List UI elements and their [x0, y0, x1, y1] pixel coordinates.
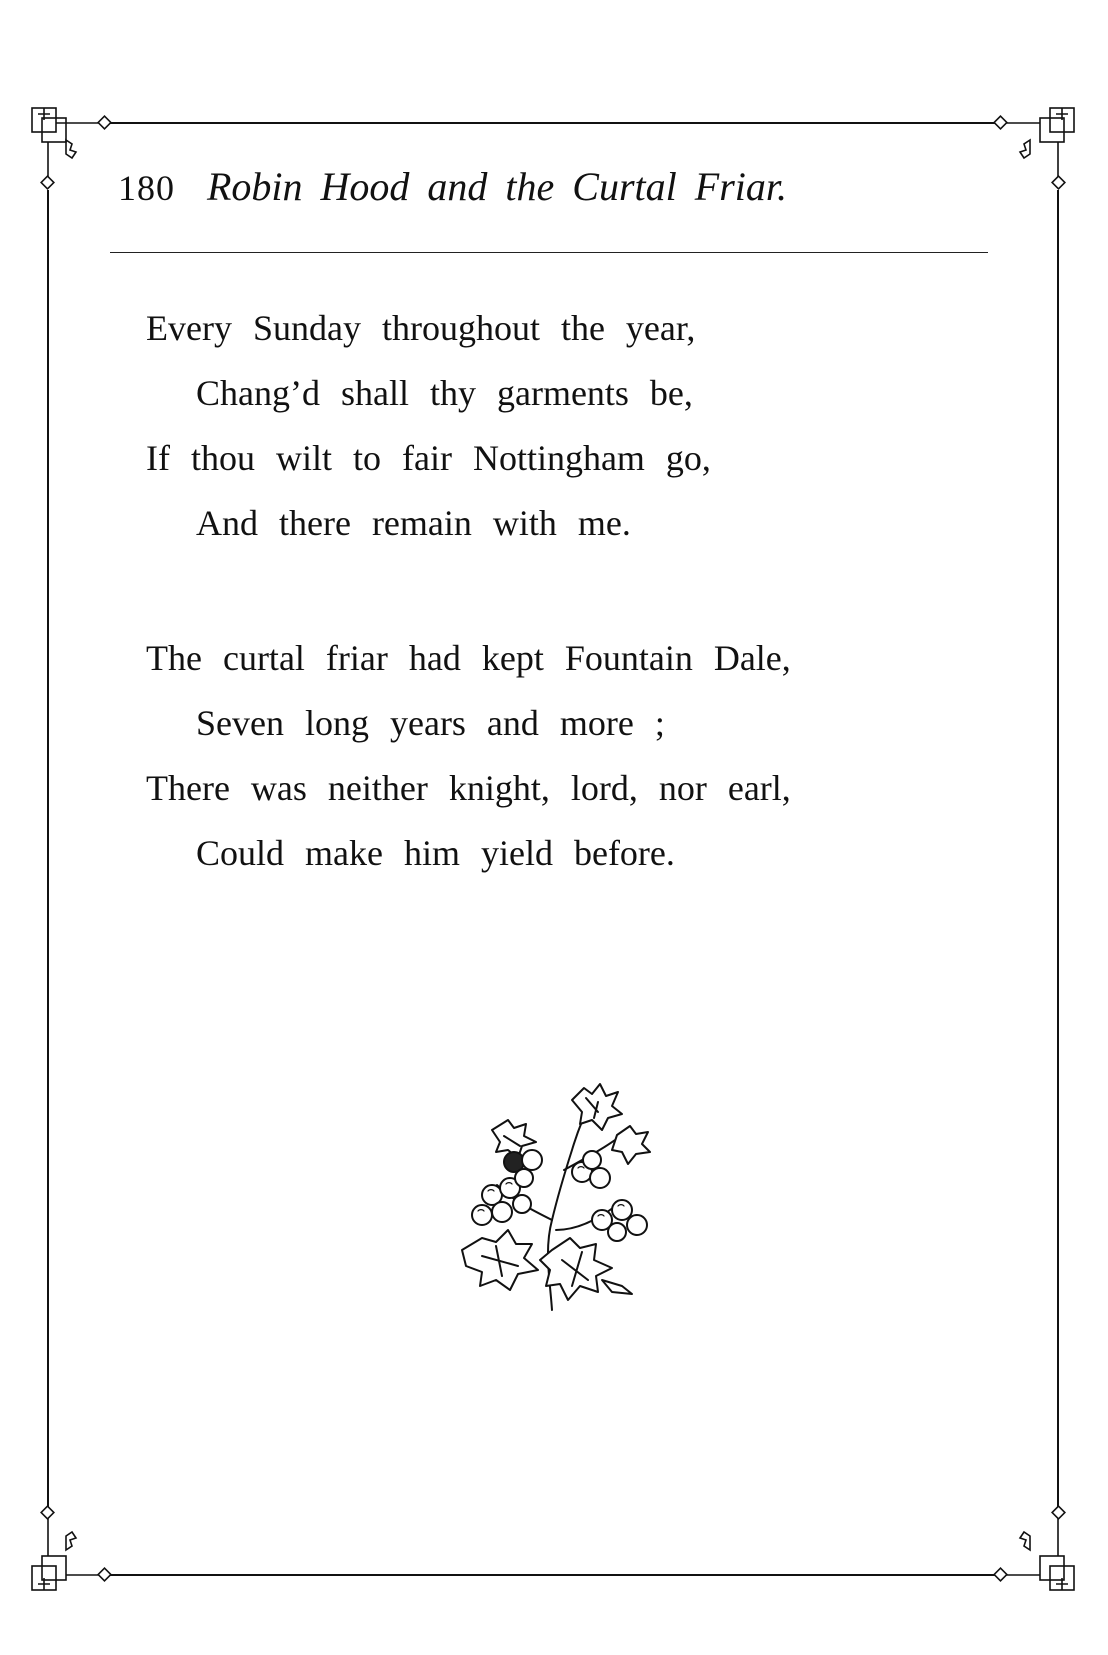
stanza: [146, 296, 966, 556]
verse-line: Every Sunday throughout the year,: [146, 308, 696, 348]
running-title: Robin Hood and the Curtal Friar.: [207, 164, 788, 209]
corner-ornament-bottom-left-icon: [32, 1506, 111, 1590]
verse-line: Seven long years and more ;: [196, 703, 665, 743]
corner-ornament-top-left-icon: [32, 108, 111, 189]
verse-line: Chang’d shall thy garments be,: [196, 373, 693, 413]
stanza: [146, 626, 966, 886]
page-number: 180: [118, 168, 175, 208]
running-header: [118, 163, 998, 223]
verse-line: Could make him yield before.: [196, 833, 675, 873]
header-rule: [110, 252, 988, 253]
verse-line: And there remain with me.: [196, 503, 631, 543]
corner-ornament-bottom-right-icon: [994, 1506, 1074, 1590]
corner-ornament-top-right-icon: [994, 108, 1074, 189]
verse-line: There was neither knight, lord, nor earl,: [146, 768, 791, 808]
verse-line: If thou wilt to fair Nottingham go,: [146, 438, 711, 478]
verse-line: The curtal friar had kept Fountain Dale,: [146, 638, 791, 678]
currant-branch-engraving-icon: [452, 1080, 662, 1320]
